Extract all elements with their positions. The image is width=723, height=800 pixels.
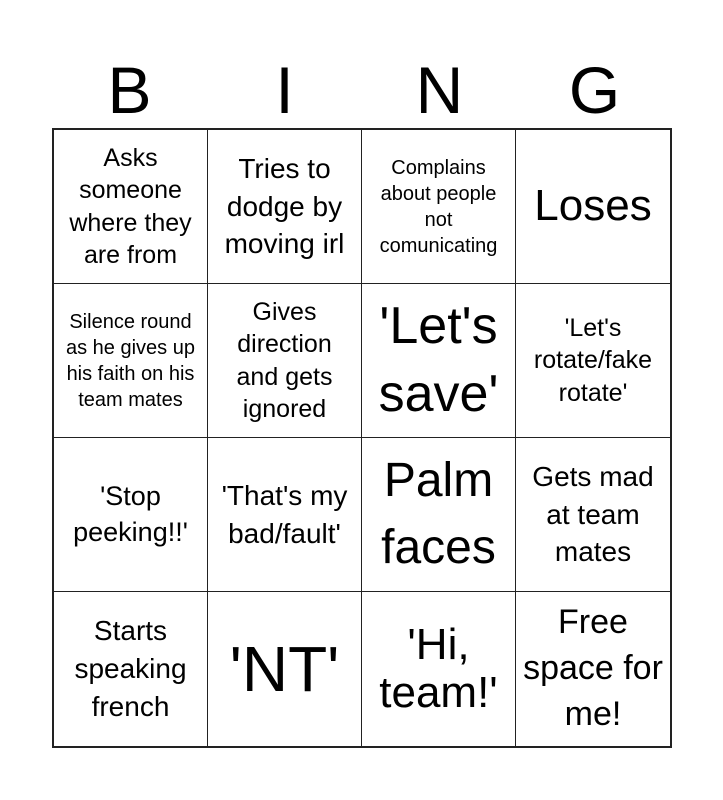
bingo-cell-text: Complains about people not comunicating (379, 156, 498, 257)
bingo-cell[interactable] (54, 130, 208, 284)
bingo-cell[interactable] (362, 130, 516, 284)
bingo-cell-text: Silence round as he gives up his faith on his team mates (66, 310, 195, 411)
bingo-cell[interactable] (208, 130, 362, 284)
bingo-cell-text: 'Let's save' (378, 296, 499, 423)
header-letter-n: N (415, 53, 464, 127)
bingo-cell-text: Starts speaking french (74, 615, 187, 722)
bingo-cell[interactable] (54, 438, 208, 592)
bingo-cell-text: 'Let's rotate/fake rotate' (533, 313, 653, 407)
bingo-board (52, 128, 672, 748)
bingo-cell-text: 'NT' (229, 632, 340, 705)
header-letter-g: G (568, 53, 621, 127)
bingo-cell[interactable] (362, 438, 516, 592)
bingo-cell-text: Loses (534, 181, 652, 231)
bingo-cell-text: 'Hi, team!' (379, 619, 498, 717)
bingo-cell-text: Asks someone where they are from (69, 143, 192, 269)
bingo-cell[interactable] (362, 284, 516, 438)
bingo-cell[interactable] (516, 592, 670, 746)
bingo-cell[interactable] (208, 592, 362, 746)
bingo-cell[interactable] (54, 592, 208, 746)
bingo-cell-text: 'Stop peeking!!' (73, 481, 188, 547)
bingo-cell-text: Tries to dodge by moving irl (224, 152, 345, 260)
bingo-cell[interactable] (208, 284, 362, 438)
bingo-cell[interactable] (208, 438, 362, 592)
header-letter-i: I (275, 53, 294, 127)
bingo-cell[interactable] (362, 592, 516, 746)
bingo-cell-text: Gives direction and gets ignored (236, 297, 333, 423)
bingo-cell-text: Gets mad at team mates (532, 460, 654, 568)
bingo-cell-text: Palm faces (381, 454, 496, 574)
bingo-cell[interactable] (516, 284, 670, 438)
bingo-cell[interactable] (516, 438, 670, 592)
bingo-cell[interactable] (54, 284, 208, 438)
header-letter-b: B (107, 53, 152, 127)
bingo-cell[interactable] (516, 130, 670, 284)
bingo-cell-text: Free space for me! (523, 603, 663, 733)
bingo-cell-text: 'That's my bad/fault' (221, 479, 348, 549)
bingo-header (52, 52, 672, 128)
